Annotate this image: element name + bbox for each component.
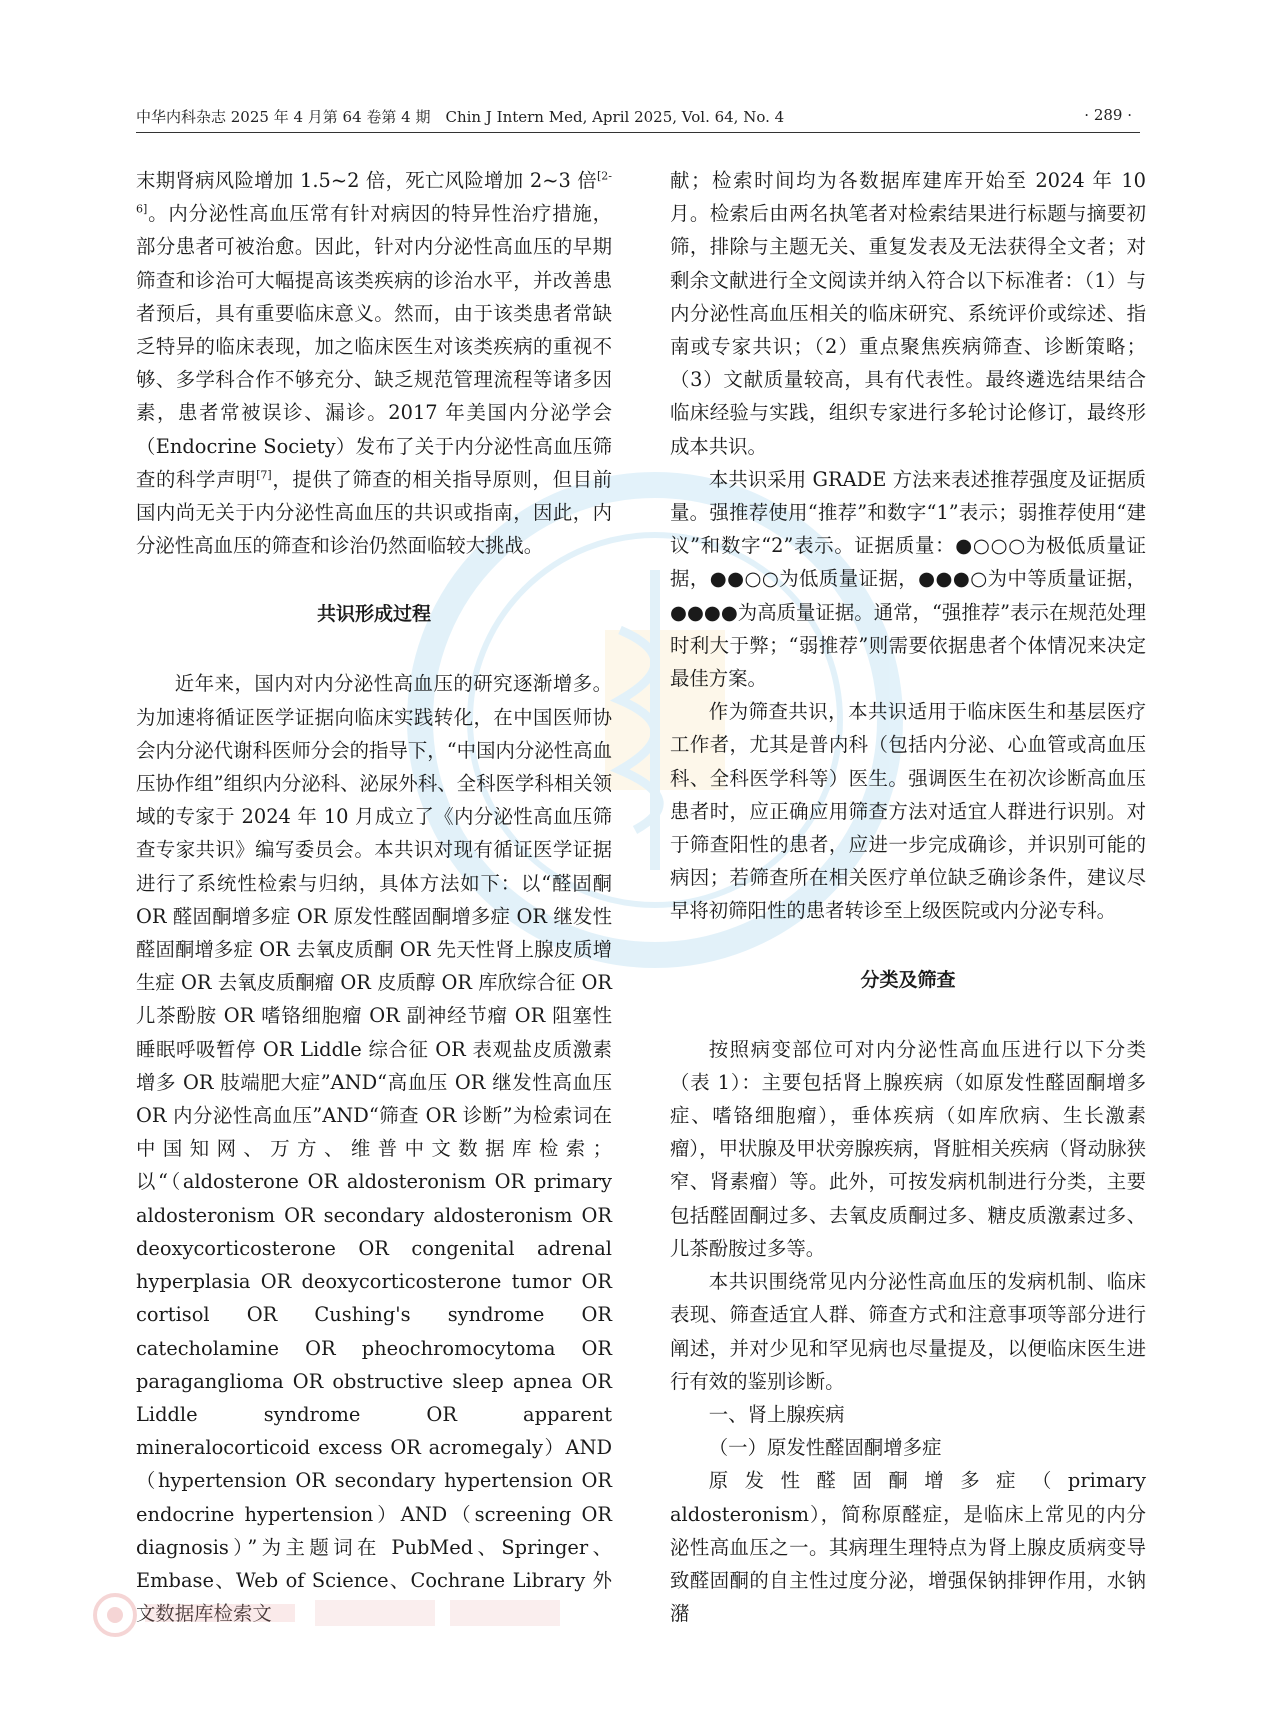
subheading-adrenal: 一、肾上腺疾病 bbox=[708, 1402, 845, 1426]
paragraph-primary-aldosteronism: 原发性醛固酮增多症（primary aldosteronism），简称原醛症，是临床上常见的内分泌性高血压之一。其病理生理特点为肾上腺皮质病变导致醛固酮的自主性过度分泌，增强保钠排钾作用，水钠潴 bbox=[670, 1469, 1146, 1626]
paragraph-overview: 本共识围绕常见内分泌性高血压的发病机制、临床表现、筛查适宜人群、筛查方式和注意事项等部分进行阐述，并对少见和罕见病也尽量提及，以便临床医生进行有效的鉴别诊断。 bbox=[670, 1270, 1146, 1393]
page-number: · 289 · bbox=[1084, 106, 1132, 124]
paragraph-classification: 按照病变部位可对内分泌性高血压进行以下分类（表 1）：主要包括肾上腺疾病（如原发性醛固酮增多症、嗜铬细胞瘤），垂体疾病（如库欣病、生长激素瘤），甲状腺及甲状旁腺疾病，肾脏相关疾病（肾动脉狭窄、肾素瘤）等。此外，可按发病机制进行分类，主要包括醛固酮过多、去氧皮质酮过多、糖皮质激素过多、儿茶酚胺过多等。 bbox=[670, 1037, 1146, 1260]
paragraph-methods: 近年来，国内对内分泌性高血压的研究逐渐增多。为加速将循证医学证据向临床实践转化，在中国医师协会内分泌代谢科医师分会的指导下，“中国内分泌性高血压协作组”组织内分泌科、泌尿外科、全科医学科相关领域的专家于 2024 年 10 月成立了《内分泌性高血压筛查专家共识》编写委员会。本共识对现有循证医学证据进行了系统性检索与归纳，具体方法如下：以“醛固酮 OR 醛固酮增多症 OR 原发性醛固酮增多症 OR 继发性醛固酮增多症 OR 去氧皮质酮 OR 先天性肾上腺皮质增生症 OR 去氧皮质酮瘤 OR 皮质醇 OR 库欣综合征 OR 儿茶酚胺 OR 嗜铬细胞瘤 OR 副神经节瘤 OR 阻塞性睡眠呼吸暂停 OR Liddle 综合征 OR 表观盐皮质激素增多 OR 肢端肥大症”AND“高血压 OR 继发性高血压 OR 内分泌性高血压”AND“筛查 OR 诊断”为检索词在中国知网、万方、维普中文数据库检索；以“（aldosterone OR aldosteronism OR primary aldosteronism OR secondary aldosteronism OR deoxycorticosterone OR congenital adrenal hyperplasia OR deoxycorticosterone tumor OR cortisol OR Cushing's syndrome OR catecholamine OR pheochromocytoma OR paraganglioma OR obstructive sleep apnea OR Liddle syndrome OR apparent mineralocorticoid excess OR acromegaly）AND（hypertension OR secondary hypertension OR endocrine hypertension）AND（screening OR diagnosis）”为主题词在 PubMed、Springer、Embase、Web of Science、Cochrane Library 外文数据库检索文 bbox=[136, 672, 612, 1626]
paragraph-intro-continued: 末期肾病风险增加 1.5~2 倍，死亡风险增加 2~3 倍[2-6]。内分泌性高血压常有针对病因的特异性治疗措施，部分患者可被治愈。因此，针对内分泌性高血压的早期筛查和诊治可大幅提高该类疾病的诊治水平，并改善患者预后，具有重要临床意义。然而，由于该类患者常缺乏特异的临床表现，加之临床医生对该类疾病的重视不够、多学科合作不够充分、缺乏规范管理流程等诸多因素，患者常被误诊、漏诊。2017 年美国内分泌学会（Endocrine Society）发布了关于内分泌性高血压筛查的科学声明[7]，提供了筛查的相关指导原则，但目前国内尚无关于内分泌性高血压的共识或指南，因此，内分泌性高血压的筛查和诊治仍然面临较大挑战。 bbox=[136, 169, 613, 558]
subheading-primary-aldosteronism: （一）原发性醛固酮增多症 bbox=[708, 1436, 942, 1460]
left-column bbox=[136, 164, 613, 1626]
citation-ref: [7] bbox=[256, 468, 272, 482]
section-heading-classification: 分类及筛查 bbox=[860, 968, 956, 991]
paragraph-methods-continued: 献；检索时间均为各数据库建库开始至 2024 年 10 月。检索后由两名执笔者对检索结果进行标题与摘要初筛，排除与主题无关、重复发表及无法获得全文者；对剩余文献进行全文阅读并纳入符合以下标准者：（1）与内分泌性高血压相关的临床研究、系统评价或综述、指南或专家共识；（2）重点聚焦疾病筛查、诊断策略；（3）文献质量较高，具有代表性。最终遴选结果结合临床经验与实践，组织专家进行多轮讨论修订，最终形成本共识。 bbox=[670, 169, 1146, 458]
right-column bbox=[670, 164, 1146, 1626]
running-header bbox=[136, 100, 1140, 130]
journal-citation: 中华内科杂志 2025 年 4 月第 64 卷第 4 期 Chin J Intern Med, April 2025, Vol. 64, No. 4 bbox=[136, 108, 785, 126]
paragraph-scope: 作为筛查共识，本共识适用于临床医生和基层医疗工作者，尤其是普内科（包括内分泌、心血管或高血压科、全科医学科等）医生。强调医生在初次诊断高血压患者时，应正确应用筛查方法对适宜人群进行识别。对于筛查阳性的患者，应进一步完成确诊，并识别可能的病因；若筛查所在相关医疗单位缺乏确诊条件，建议尽早将初筛阳性的患者转诊至上级医院或内分泌专科。 bbox=[670, 700, 1146, 923]
citation-ref: [2-6] bbox=[136, 169, 612, 216]
header-rule bbox=[136, 132, 1140, 133]
paragraph-grade: 本共识采用 GRADE 方法来表述推荐强度及证据质量。强推荐使用“推荐”和数字“1”表示；弱推荐使用“建议”和数字“2”表示。证据质量：●○○○为极低质量证据，●●○○为低质量证据，●●●○为中等质量证据，●●●●为高质量证据。通常，“强推荐”表示在规范处理时利大于弊；“弱推荐”则需要依据患者个体情况来决定最佳方案。 bbox=[670, 467, 1146, 691]
section-heading-consensus-process: 共识形成过程 bbox=[316, 603, 431, 626]
